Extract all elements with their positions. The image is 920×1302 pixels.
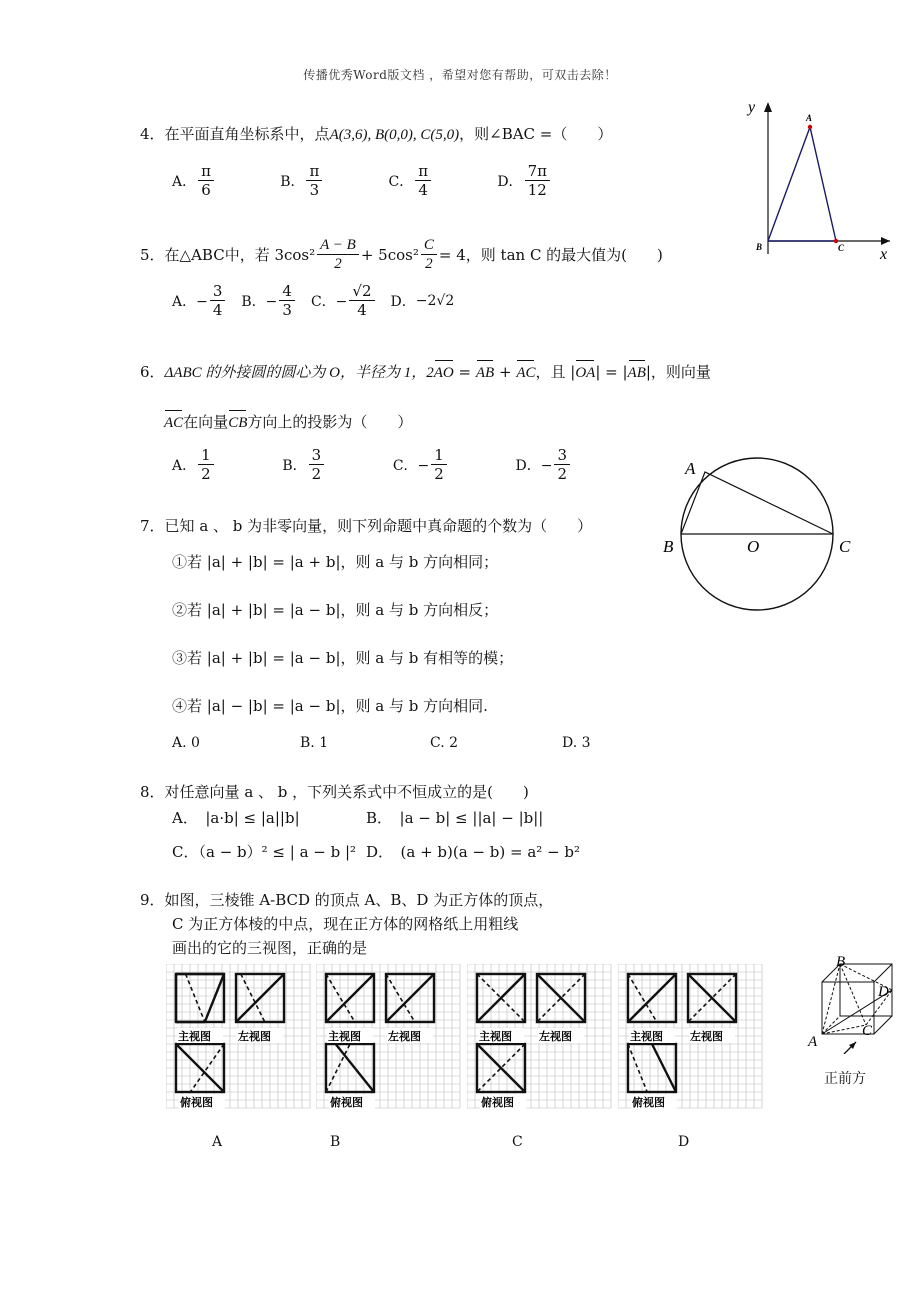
numerator: 1 [431, 446, 447, 465]
q6-text-mid: | = | [595, 363, 628, 381]
q9-line-2: C 为正方体棱的中点，现在正方体的网格纸上用粗线 [172, 915, 519, 933]
numerator: π [415, 162, 431, 181]
q5-option-a [172, 282, 227, 319]
q5-option-b [241, 282, 297, 319]
question-number: 8． [140, 783, 165, 801]
denominator: 2 [201, 465, 211, 483]
q4-option-b [280, 162, 324, 199]
numerator: 1 [198, 446, 214, 465]
label-c: C [839, 537, 851, 556]
question-5-options [172, 282, 454, 319]
q9-choice-label-b: B [330, 1134, 341, 1150]
q9-choice-label-c: C [512, 1134, 523, 1150]
question-6-stem-line-2 [164, 412, 412, 433]
numerator: 7π [525, 162, 550, 181]
denominator: 3 [282, 301, 292, 319]
denominator: 4 [357, 301, 367, 319]
q5-text-mid: + 5cos² [360, 245, 419, 264]
denominator: 12 [527, 181, 547, 199]
q9-panel-d [618, 964, 764, 1110]
q9-choice-label-d: D [678, 1134, 690, 1150]
q7-item-3: ③若 |a| + |b| = |a − b|，则 a 与 b 有相等的模； [172, 649, 514, 667]
option-fraction [198, 162, 214, 199]
option-fraction [525, 162, 550, 199]
option-label: B．− [241, 293, 278, 310]
numerator: π [306, 162, 322, 181]
q9-panel-b [316, 964, 462, 1110]
denominator: 2 [311, 465, 322, 483]
plus-sign: + [494, 363, 517, 381]
question-number: 4． [140, 125, 165, 143]
vector-ac-line2: AC [164, 415, 184, 431]
question-number: 6． [140, 363, 165, 381]
top-view-label: 俯视图 [180, 1097, 213, 1109]
q5-text: 在△ABC中，若 3cos² [164, 245, 316, 264]
denominator: 3 [309, 181, 320, 199]
q7-option-c: C. 2 [430, 735, 459, 751]
q8-option-c: C．（a − b）² ≤ | a − b |² [172, 843, 357, 861]
denominator: 2 [434, 465, 444, 483]
option-fraction [431, 446, 447, 483]
q9-line-1: 如图，三棱锥 A-BCD 的顶点 A、B、D 为正方体的顶点， [164, 891, 554, 909]
top-view-label: 俯视图 [330, 1097, 363, 1109]
equals-sign: = [453, 363, 476, 381]
question-number: 9． [140, 891, 165, 909]
x-axis-arrow-icon [881, 237, 890, 245]
cube-caption: 正前方 [824, 1071, 866, 1087]
q9-line-3: 画出的它的三视图，正确的是 [172, 939, 368, 957]
option-label: D． [390, 293, 416, 310]
cube-label-c: C [862, 1023, 873, 1039]
q7-item-4: ④若 |a| − |b| = |a − b|，则 a 与 b 方向相同. [172, 697, 488, 715]
denominator: 2 [557, 465, 567, 483]
q6-option-b [282, 446, 326, 483]
numerator: π [198, 162, 214, 181]
q6-text: ΔABC 的外接圆的圆心为 O，半径为 1，2 [164, 365, 434, 381]
view-outline [176, 974, 224, 1022]
front-view-label: 主视图 [328, 1031, 361, 1043]
numerator: 3 [210, 282, 226, 301]
q4-option-d [497, 162, 552, 199]
option-fraction [309, 446, 325, 483]
q4-triangle-figure [720, 96, 900, 266]
x-label: x [880, 246, 888, 263]
denominator: 4 [212, 301, 223, 319]
numerator: 4 [279, 282, 295, 301]
label-a: A [806, 113, 813, 123]
option-fraction [306, 162, 322, 199]
option-label: D． [497, 173, 523, 190]
label-o: O [747, 537, 760, 556]
cube-edge [874, 964, 892, 982]
q6-line2-text-b: 方向上的投影为（ ） [247, 413, 413, 431]
question-6-stem [140, 362, 711, 383]
left-view-label: 左视图 [539, 1031, 572, 1043]
point-a [808, 125, 812, 129]
cube-edge [874, 1016, 892, 1034]
option-fraction [415, 162, 431, 199]
numerator: 3 [554, 446, 570, 465]
denominator: 2 [425, 256, 433, 272]
q6-text-b: ，且 | [535, 363, 576, 381]
left-view-label: 左视图 [388, 1031, 421, 1043]
q7-item-2: ②若 |a| + |b| = |a − b|，则 a 与 b 方向相反； [172, 601, 499, 619]
option-label: A． [172, 457, 197, 474]
question-5-stem [140, 236, 663, 273]
question-7-stem [140, 516, 592, 536]
cube-label-d: D [878, 984, 889, 1000]
option-label: A． [172, 173, 197, 190]
q5-fraction-2 [421, 236, 437, 273]
q8-option-d: D． (a + b)(a − b) = a² − b² [366, 843, 581, 861]
label-a: A [685, 459, 696, 478]
y-label: y [748, 99, 756, 116]
q6-option-d [515, 446, 572, 483]
question-9-stem [140, 890, 553, 910]
q6-circle-figure [655, 448, 860, 620]
option-fraction [198, 446, 214, 483]
label-b: B [663, 537, 674, 556]
q4-text-b: ，则∠BAC =（ ） [459, 125, 613, 143]
q8-option-a: A． |a·b| ≤ |a||b| [172, 809, 300, 827]
top-view-label: 俯视图 [481, 1097, 514, 1109]
vector-ab-2: AB [627, 365, 646, 381]
numerator: A − B [317, 236, 359, 255]
q5-fraction-1 [317, 236, 359, 273]
denominator: 4 [418, 181, 428, 199]
question-number: 7． [140, 517, 165, 535]
option-label: C．− [310, 293, 348, 310]
top-view-label: 俯视图 [632, 1097, 665, 1109]
q4-option-c [389, 162, 434, 199]
vector-cb: CB [228, 415, 248, 431]
q6-option-c [393, 446, 449, 483]
triangle-abc [681, 472, 833, 534]
vector-ab: AB [475, 365, 495, 381]
numerator: √2 [349, 282, 374, 301]
q7-option-b: B. 1 [300, 735, 329, 751]
vector-oa: OA [575, 365, 596, 381]
question-4-stem [140, 124, 612, 145]
option-label: A．− [172, 293, 208, 310]
label-b: B [756, 242, 763, 252]
solid-edge [205, 974, 224, 1022]
vector-ac: AC [516, 365, 536, 381]
q4-text: 在平面直角坐标系中，点 [164, 125, 330, 143]
question-8-stem [140, 782, 529, 802]
question-4-options [172, 162, 552, 199]
option-label: C． [388, 173, 414, 190]
option-label: B． [280, 173, 305, 190]
option-fraction [349, 282, 374, 319]
q5-option-c [311, 282, 377, 319]
q7-text: 已知 a 、 b 为非零向量，则下列命题中真命题的个数为（ ） [164, 517, 593, 535]
left-view-label: 左视图 [238, 1031, 271, 1043]
q9-choice-label-a: A [212, 1134, 223, 1150]
hidden-edge [186, 974, 205, 1022]
q4-option-a [172, 162, 216, 199]
option-text: −2√2 [415, 292, 455, 309]
solid-edge [386, 974, 434, 1022]
front-view-label: 主视图 [630, 1031, 663, 1043]
q4-points: A(3,6), B(0,0), C(5,0) [329, 127, 460, 143]
q7-option-a: A. 0 [172, 735, 200, 751]
cube-label-a: A [808, 1034, 818, 1050]
numerator: 3 [309, 446, 325, 465]
q9-cube-figure [800, 954, 910, 1054]
solid-edge [236, 974, 284, 1022]
q6-line2-text: 在向量 [183, 413, 229, 431]
q5-text-b: = 4，则 tan C 的最大值为( ) [438, 245, 663, 264]
vector-ao: AO [433, 365, 454, 381]
q8-option-b: B． |a − b| ≤ ||a| − |b|| [366, 809, 544, 827]
option-label: D．− [515, 457, 553, 474]
front-view-label: 主视图 [479, 1031, 512, 1043]
q8-text: 对任意向量 a 、 b ，下列关系式中不恒成立的是( ) [164, 783, 529, 801]
question-6-options [172, 446, 572, 483]
q7-item-1: ①若 |a| + |b| = |a + b|，则 a 与 b 方向相同； [172, 553, 499, 571]
solid-edge [628, 974, 676, 1022]
q6-text-c: |，则向量 [645, 363, 711, 381]
edge-ab [822, 964, 840, 1034]
option-fraction [554, 446, 570, 483]
triangle-abc [768, 127, 836, 241]
option-fraction [279, 282, 295, 319]
front-view-label: 主视图 [178, 1031, 211, 1043]
option-label: C．− [392, 457, 430, 474]
denominator: 6 [201, 181, 211, 199]
q6-option-a [172, 446, 216, 483]
q9-panel-a [166, 964, 312, 1110]
page-header: 传播优秀Word版文档 ，希望对您有帮助，可双击去除！ [303, 68, 617, 82]
q5-option-d [391, 291, 455, 311]
solid-edge [326, 974, 374, 1022]
left-view-label: 左视图 [690, 1031, 723, 1043]
option-fraction [210, 282, 226, 319]
cube-label-b: B [836, 954, 846, 970]
option-label: B． [282, 457, 307, 474]
label-c: C [838, 243, 845, 253]
y-axis-arrow-icon [764, 102, 772, 112]
q9-panel-c [467, 964, 613, 1110]
question-number: 5． [140, 245, 165, 264]
numerator: C [421, 236, 437, 255]
denominator: 2 [334, 256, 342, 272]
q7-option-d: D. 3 [562, 735, 591, 751]
